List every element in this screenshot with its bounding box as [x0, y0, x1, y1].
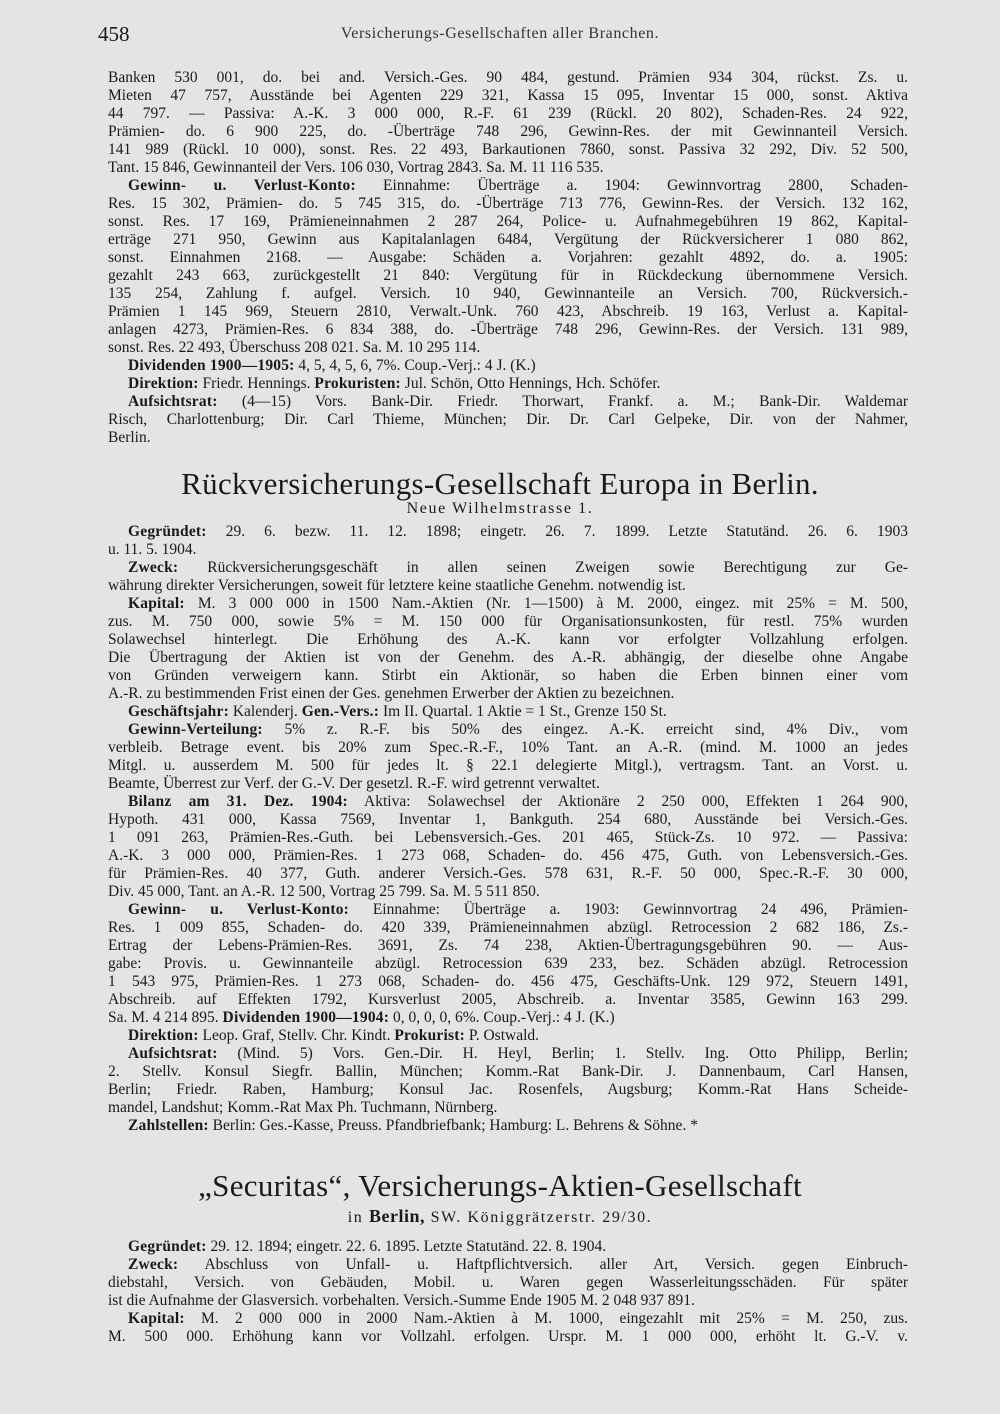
field-label: Geschäftsjahr:	[128, 703, 229, 720]
field-label: Dividenden 1900—1904:	[222, 1009, 390, 1026]
text-line	[108, 123, 908, 141]
text-line	[108, 213, 908, 231]
securitas-address	[0, 1206, 1000, 1227]
field-text: 2. Stellv. Konsul Siegfr. Ballin, München; Komm.-Rat Bank-Dir. J. Dannenbaum, Carl Hansen,	[108, 1063, 908, 1080]
text-line	[108, 973, 908, 991]
field-text: Im II. Quartal. 1 Aktie = 1 St., Grenze 150 St.	[379, 703, 667, 720]
field-text: 141 989 (Rückl. 10 000), sonst. Res. 22 493, Barkautionen 7860, sonst. Passiva 32 292, Div. 52 500,	[108, 141, 908, 158]
field-label: Gegründet:	[128, 523, 207, 540]
text-line	[108, 1238, 908, 1256]
europa-address: Neue Wilhelmstrasse 1.	[406, 500, 594, 517]
text-line	[108, 613, 908, 631]
field-text: (Mind. 5) Vors. Gen.-Dir. H. Heyl, Berlin; 1. Stellv. Ing. Otto Philipp, Berlin;	[217, 1045, 908, 1062]
field-text: Ertrag der Lebens-Prämien-Res. 3691, Zs. 74 238, Aktien-Übertragungsgebühren 90. — Aus-	[108, 937, 908, 954]
field-label: Bilanz am 31. Dez. 1904:	[128, 793, 348, 810]
text-line	[108, 793, 908, 811]
text-line	[108, 703, 908, 721]
field-text: Friedr. Hennings.	[198, 375, 315, 392]
field-text: P. Ostwald.	[464, 1027, 540, 1044]
field-text: Kalenderj.	[228, 703, 302, 720]
securitas-title: „Securitas“, Versicherungs-Aktien-Gesellschaft	[198, 1168, 802, 1203]
field-text: Div. 45 000, Tant. an A.-R. 12 500, Vortrag 25 799. Sa. M. 5 511 850.	[108, 883, 540, 900]
field-label: Gegründet:	[128, 1238, 207, 1255]
field-text: gezahlt 243 663, zurückgestellt 21 840: Vergütung für in Rückdeckung übernommene Versich.	[108, 267, 908, 284]
address-city: Berlin,	[368, 1206, 425, 1226]
text-line	[108, 1117, 908, 1135]
text-line	[108, 883, 908, 901]
field-text: 4, 5, 4, 5, 6, 7%. Coup.-Verj.: 4 J. (K.)	[294, 357, 536, 374]
field-text: sonst. Res. 17 169, Prämieneinnahmen 2 287 264, Police- u. Aufnahmegebühren 19 862, Kapital-	[108, 213, 908, 230]
field-text: Die Übertragung der Aktien ist von der Genehm. des A.-R. abhängig, der dieselbe ohne Angabe	[108, 649, 908, 666]
field-text: Hypoth. 431 000, Kassa 7569, Inventar 1, Bankguth. 254 680, Ausstände bei Versich.-Ges.	[108, 811, 908, 828]
field-label: Zweck:	[128, 1256, 179, 1273]
page-number: 458	[98, 22, 130, 46]
field-label: Gen.-Vers.:	[301, 703, 380, 720]
field-label: Prokurist:	[394, 1027, 465, 1044]
text-line	[108, 339, 908, 357]
field-text: A.-K. 3 000 000, Prämien-Res. 1 273 068, Schaden- do. 456 475, Guth. von Lebensversich.-Ges.	[108, 847, 908, 864]
text-line	[108, 321, 908, 339]
field-text: Banken 530 001, do. bei and. Versich.-Ges. 90 484, gestund. Prämien 934 304, rückst. Zs. u.	[108, 69, 908, 86]
field-text: Jul. Schön, Otto Hennings, Hch. Schöfer.	[400, 375, 661, 392]
text-line	[108, 559, 908, 577]
address-prefix: in	[347, 1209, 369, 1226]
field-text: Sa. M. 4 214 895.	[108, 1009, 223, 1026]
field-text: mandel, Landshut; Komm.-Rat Max Ph. Tuchmann, Nürnberg.	[108, 1099, 498, 1116]
field-text: Berlin; Friedr. Raben, Hamburg; Konsul Jac. Rosenfels, Augsburg; Komm.-Rat Hans Scheide-	[108, 1081, 908, 1098]
text-line	[108, 105, 908, 123]
field-label: Gewinn- u. Verlust-Konto:	[128, 901, 350, 918]
field-text: Risch, Charlottenburg; Dir. Carl Thieme, München; Dir. Dr. Carl Gelpeke, Dir. von der Nahmer,	[108, 411, 908, 428]
text-line	[108, 1328, 908, 1346]
text-line	[108, 177, 908, 195]
text-line	[108, 1099, 908, 1117]
field-text: 1 543 975, Prämien-Res. 1 273 068, Schaden- do. 456 475, Geschäfts-Unk. 129 972, Steuern 1491,	[108, 973, 908, 990]
text-line	[108, 1045, 908, 1063]
field-label: Aufsichtsrat:	[128, 393, 218, 410]
text-line	[108, 865, 908, 883]
field-text: währung direkter Versicherungen, soweit für letztere keine staatliche Genehm. notwendig ist.	[108, 577, 686, 594]
text-line	[108, 649, 908, 667]
field-text: Einnahme: Überträge a. 1904: Gewinnvortrag 2800, Schaden-	[355, 177, 908, 194]
field-label: Dividenden 1900—1905:	[128, 357, 295, 374]
field-text: M. 3 000 000 in 1500 Nam.-Aktien (Nr. 1—1500) à M. 2000, eingez. mit 25% = M. 500,	[184, 595, 908, 612]
field-text: Rückversicherungsgeschäft in allen seinen Zweigen sowie Berechtigung zur Ge-	[178, 559, 908, 576]
field-text: Mitgl. u. ausserdem M. 500 für jedes lt. § 22.1 delegierte Mitgl.), vertragsm. Tant. an Vorst. u.	[108, 757, 908, 774]
text-line	[108, 141, 908, 159]
field-text: Tant. 15 846, Gewinnanteil der Vers. 106 030, Vortrag 2843. Sa. M. 11 116 535.	[108, 159, 604, 176]
field-text: Prämien 1 145 969, Steuern 2810, Verwalt.-Unk. 760 423, Abschreib. 19 163, Verlust a. Kapital-	[108, 303, 908, 320]
field-text: Berlin: Ges.-Kasse, Preuss. Pfandbriefbank; Hamburg: L. Behrens & Söhne. *	[208, 1117, 698, 1134]
text-line	[108, 631, 908, 649]
field-label: Direktion:	[128, 375, 199, 392]
text-line	[108, 1256, 908, 1274]
text-line	[108, 267, 908, 285]
field-text: Aktiva: Solawechsel der Aktionäre 2 250 000, Effekten 1 264 900,	[347, 793, 908, 810]
text-line	[108, 991, 908, 1009]
field-text: sonst. Res. 22 493, Überschuss 208 021. Sa. M. 10 295 114.	[108, 339, 481, 356]
europa-entry	[108, 523, 908, 1135]
field-text: für Prämien-Res. 40 377, Guth. anderer Versich.-Ges. 578 631, R.-F. 50 000, Spec.-R.-F. 30 000,	[108, 865, 908, 882]
field-text: Abschreib. auf Effekten 1792, Kursverlust 2005, Abschreib. a. Inventar 3585, Gewinn 163 299.	[108, 991, 908, 1008]
text-line	[108, 159, 908, 177]
previous-company-continuation	[108, 69, 908, 447]
field-text: 135 254, Zahlung f. aufgel. Versich. 10 940, Gewinnanteile an Versich. 700, Rückversich.-	[108, 285, 908, 302]
field-text: sonst. Einnahmen 2168. — Ausgabe: Schäden a. Vorjahren: gezahlt 4892, do. a. 1905:	[108, 249, 908, 266]
text-line	[108, 195, 908, 213]
text-line	[108, 685, 908, 703]
field-label: Kapital:	[128, 595, 185, 612]
field-text: (4—15) Vors. Bank-Dir. Friedr. Thorwart, Frankf. a. M.; Bank-Dir. Waldemar	[217, 393, 908, 410]
text-line	[108, 1063, 908, 1081]
field-text: M. 500 000. Erhöhung kann vor Vollzahl. erfolgen. Urspr. M. 1 000 000, erhöht lt. G.-V. v.	[108, 1328, 908, 1345]
text-line	[108, 231, 908, 249]
field-label: Prokuristen:	[314, 375, 401, 392]
text-line	[108, 955, 908, 973]
text-line	[108, 901, 908, 919]
securitas-entry	[108, 1238, 908, 1346]
text-line	[108, 249, 908, 267]
text-line	[108, 87, 908, 105]
text-line	[108, 411, 908, 429]
field-text: 29. 6. bezw. 11. 12. 1898; eingetr. 26. 7. 1899. Letzte Statutänd. 26. 6. 1903	[206, 523, 908, 540]
field-text: Res. 1 009 855, Schaden- do. 420 339, Prämieneinnahmen abzügl. Retrocession 2 682 186, Zs.-	[108, 919, 908, 936]
field-label: Aufsichtsrat:	[128, 1045, 218, 1062]
text-line	[108, 1081, 908, 1099]
field-text: Prämien- do. 6 900 225, do. -Überträge 748 296, Gewinn-Res. der mit Gewinnanteil Versich.	[108, 123, 908, 140]
text-line	[108, 541, 908, 559]
text-line	[108, 919, 908, 937]
text-line	[108, 667, 908, 685]
text-line	[108, 829, 908, 847]
address-street: SW. Königgrätzerstr. 29/30.	[424, 1209, 653, 1226]
field-label: Gewinn-Verteilung:	[128, 721, 263, 738]
field-text: Leop. Graf, Stellv. Chr. Kindt.	[198, 1027, 395, 1044]
field-text: Res. 15 302, Prämien- do. 5 745 315, do. -Überträge 713 776, Gewinn-Res. der Versich. 132 162,	[108, 195, 908, 212]
text-line	[108, 303, 908, 321]
running-title: Versicherungs-Gesellschaften aller Branchen.	[340, 25, 660, 42]
field-text: Beamte, Überrest zur Verf. der G.-V. Der gesetzl. R.-F. wird getrennt verwaltet.	[108, 775, 600, 792]
field-text: von Gründen verweigern kann. Stirbt ein Aktionär, so haben die Erben binnen einer vom	[108, 667, 908, 684]
text-line	[108, 69, 908, 87]
text-line	[108, 393, 908, 411]
field-label: Zahlstellen:	[128, 1117, 209, 1134]
field-text: diebstahl, Versich. von Gebäuden, Mobil. u. Waren gegen Wasserleitungsschäden. Für später	[108, 1274, 908, 1291]
field-label: Kapital:	[128, 1310, 185, 1327]
field-label: Zweck:	[128, 559, 179, 576]
field-text: 0, 0, 0, 0, 6%. Coup.-Verj.: 4 J. (K.)	[389, 1009, 615, 1026]
field-text: verbleib. Betrage event. bis 20% zum Spec.-R.-F., 10% Tant. an A.-R. (mind. M. 1000 an jedes	[108, 739, 908, 756]
field-text: Berlin.	[108, 429, 151, 446]
field-text: 29. 12. 1894; eingetr. 22. 6. 1895. Letzte Statutänd. 22. 8. 1904.	[206, 1238, 607, 1255]
field-label: Gewinn- u. Verlust-Konto:	[128, 177, 356, 194]
field-text: 5% z. R.-F. bis 50% des eingez. A.-K. erreicht sind, 4% Div., vom	[262, 721, 908, 738]
text-line	[108, 357, 908, 375]
text-line	[108, 595, 908, 613]
text-line	[108, 1009, 908, 1027]
field-text: A.-R. zu bestimmenden Frist einen der Ges. genehmen Erwerber der Aktien zu bezeichnen.	[108, 685, 675, 702]
europa-title: Rückversicherungs-Gesellschaft Europa in Berlin.	[181, 466, 819, 501]
text-line	[108, 847, 908, 865]
field-text: 1 091 263, Prämien-Res.-Guth. bei Lebensversich.-Ges. 201 465, Stück-Zs. 10 972. — Passiva:	[108, 829, 908, 846]
field-text: Solawechsel hinterlegt. Die Erhöhung des A.-K. kann vor erfolgter Vollzahlung erfolgen.	[108, 631, 908, 648]
field-text: ist die Aufnahme der Glasversich. vorbehalten. Versich.-Summe Ende 1905 M. 2 048 937 891.	[108, 1292, 695, 1309]
text-line	[108, 1310, 908, 1328]
field-text: erträge 271 950, Gewinn aus Kapitalanlagen 6484, Vergütung der Rückversicherer 1 080 862,	[108, 231, 908, 248]
field-text: anlagen 4273, Prämien-Res. 6 834 388, do. -Überträge 748 296, Gewinn-Res. der Versich. 131 989,	[108, 321, 908, 338]
text-line	[108, 577, 908, 595]
field-text: zus. M. 750 000, sowie 5% = M. 150 000 für Organisationsunkosten, für restl. 75% wurden	[108, 613, 908, 630]
field-text: M. 2 000 000 in 2000 Nam.-Aktien à M. 1000, eingezahlt mit 25% = M. 250, zus.	[184, 1310, 908, 1327]
text-line	[108, 775, 908, 793]
text-line	[108, 285, 908, 303]
field-text: Einnahme: Überträge a. 1903: Gewinnvortrag 24 496, Prämien-	[349, 901, 908, 918]
text-line	[108, 811, 908, 829]
text-line	[108, 1292, 908, 1310]
text-line	[108, 739, 908, 757]
field-text: 44 797. — Passiva: A.-K. 3 000 000, R.-F. 61 239 (Rückl. 20 802), Schaden-Res. 24 922,	[108, 105, 908, 122]
field-label: Direktion:	[128, 1027, 199, 1044]
text-line	[108, 937, 908, 955]
field-text: gabe: Provis. u. Gewinnanteile abzügl. Retrocession 639 233, bez. Schäden abzügl. Retrocession	[108, 955, 908, 972]
field-text: Mieten 47 757, Ausstände bei Agenten 229 321, Kassa 15 095, Inventar 15 000, sonst. Aktiva	[108, 87, 908, 104]
field-text: u. 11. 5. 1904.	[108, 541, 197, 558]
text-line	[108, 1027, 908, 1045]
text-line	[108, 375, 908, 393]
text-line	[108, 523, 908, 541]
text-line	[108, 757, 908, 775]
text-line	[108, 429, 908, 447]
text-line	[108, 721, 908, 739]
field-text: Abschluss von Unfall- u. Haftpflichtversich. aller Art, Versich. gegen Einbruch-	[178, 1256, 908, 1273]
text-line	[108, 1274, 908, 1292]
